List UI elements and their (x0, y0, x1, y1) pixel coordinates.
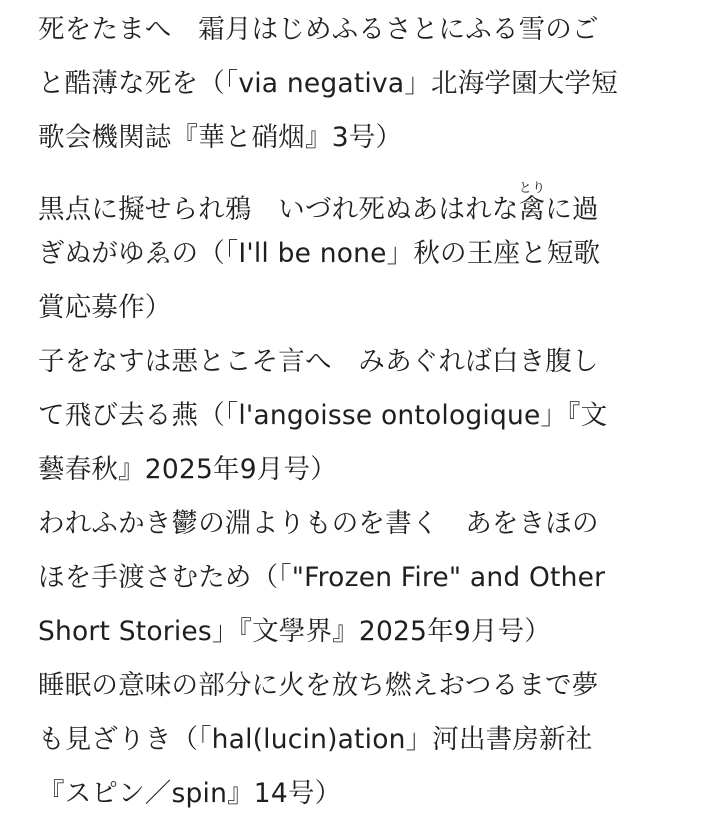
poem-line: と酷薄な死を（「via negativa」北海学園大学短 (38, 68, 618, 99)
poem-line: 子をなすは悪とこそ言へ みあぐれば白き腹し (38, 346, 599, 377)
furigana-ruby (518, 181, 546, 225)
poem-line (38, 181, 599, 228)
poem-line: 歌会機関誌『華と硝烟』3号） (38, 122, 403, 153)
poem-line: ほを手渡さむため（「"Frozen Fire" and Other (38, 562, 606, 593)
poem-line: ぎぬがゆゑの（「I'll be none」秋の王座と短歌 (38, 238, 601, 269)
poem-line: 『スピン／spin』14号） (38, 778, 342, 809)
line-text: 黒点に擬せられ鴉 いづれ死ぬあはれな (38, 194, 519, 225)
poem-line: 睡眠の意味の部分に火を放ち燃えおつるまで夢 (38, 670, 599, 701)
ruby-base: 禽 (518, 194, 546, 225)
poem-line: Short Stories」『文學界』2025年9月号） (38, 616, 551, 647)
poem-line: て飛び去る燕（「l'angoisse ontologique」『文 (38, 400, 608, 431)
poem-line: われふかき鬱の淵よりものを書く あをきほの (38, 508, 599, 539)
ruby-reading: とり (518, 181, 546, 196)
poem-line: 藝春秋』2025年9月号） (38, 454, 337, 485)
poem-line: も見ざりき（「hal(lucin)ation」河出書房新社 (38, 724, 593, 755)
line-text: に過 (545, 194, 599, 225)
poem-line: 賞応募作） (38, 292, 172, 323)
poem-line: 死をたまへ 霜月はじめふるさとにふる雪のご (38, 14, 599, 45)
